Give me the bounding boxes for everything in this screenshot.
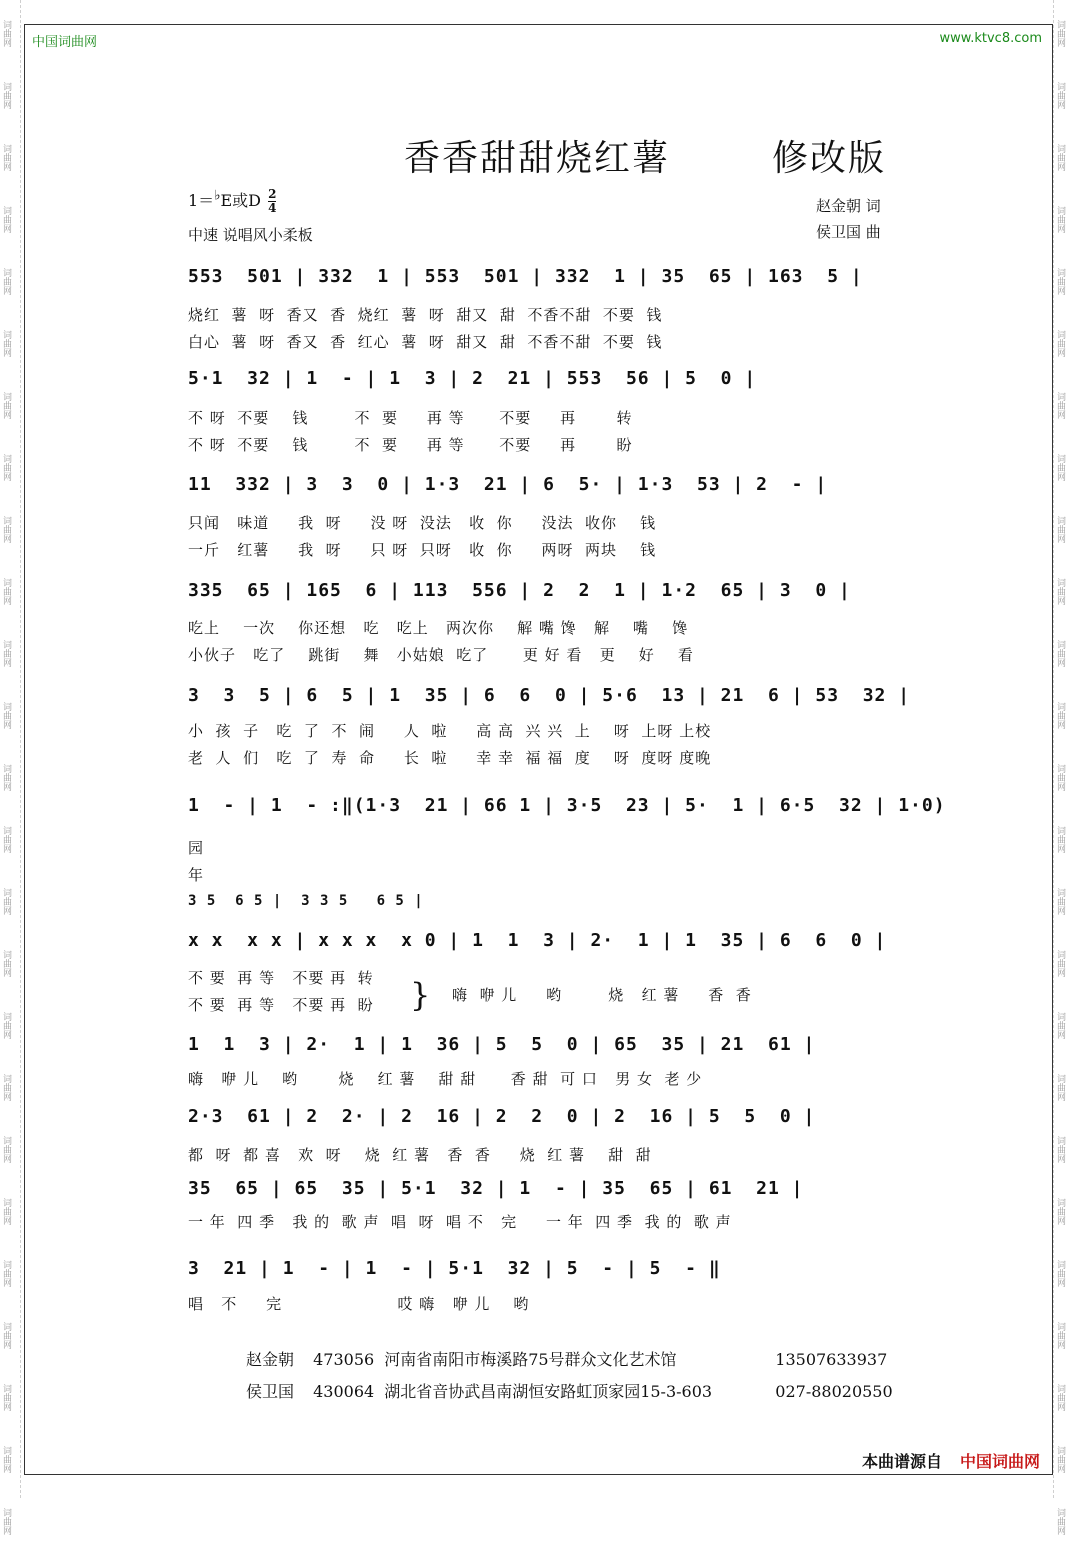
contact-composer [246,1379,893,1402]
lyric-row-4-verse-2: 小伙子 吃了 跳街 舞 小姑娘 吃了 更 好 看 更 好 看 [188,646,694,664]
watermark-text: 词曲网 [1,1073,11,1101]
score-row-9: 2·3 61 | 2 2· | 2 16 | 2 2 0 | 2 16 | 5 5 0 | [188,1106,816,1127]
lyric-row-2-verse-2: 不 呀 不要 钱 不 要 再 等 不要 再 盼 [188,436,633,454]
contact-lyricist [246,1347,887,1370]
song-subtitle: 修改版 [772,138,887,179]
watermark-text: 词曲网 [1055,577,1065,605]
tempo-marking: 中速 说唱风小柔板 [188,226,313,244]
song-title: 香香甜甜烧红薯 [404,138,671,179]
contact-address: 河南省南阳市梅溪路75号群众文化艺术馆 [384,1350,677,1369]
watermark-text: 词曲网 [1055,143,1065,171]
watermark-text: 词曲网 [1,949,11,977]
key-signature [188,188,276,215]
score-row-6: 1 - | 1 - :‖(1·3 21 | 66 1 | 3·5 23 | 5· 1 | 6·5 32 | 1·0) [188,795,946,816]
composer-credit: 侯卫国 曲 [816,223,881,241]
key-text: E或D [220,191,261,210]
watermark-text: 词曲网 [1,639,11,667]
score-row-8: 1 1 3 | 2· 1 | 1 36 | 5 5 0 | 65 35 | 21 61 | [188,1034,816,1055]
watermark-text: 词曲网 [1,763,11,791]
watermark-text: 词曲网 [1055,515,1065,543]
watermark-text: 词曲网 [1055,1197,1065,1225]
lyric-row-1-verse-2: 白心 薯 呀 香又 香 红心 薯 呀 甜又 甜 不香不甜 不要 钱 [188,333,663,351]
contact-name: 赵金朝 [246,1350,295,1369]
site-name-link[interactable]: 中国词曲网 [32,35,98,50]
lyric-row-3-verse-1: 只闻 味道 我 呀 没 呀 没法 收 你 没法 收你 钱 [188,514,657,532]
contact-name: 侯卫国 [246,1382,295,1401]
watermark-text: 词曲网 [1,1507,11,1535]
lyric-row-5-verse-2: 老 人 们 吃 了 寿 命 长 啦 幸 幸 福 福 度 呀 度呀 度晚 [188,749,712,767]
lyric-row-1-verse-1: 烧红 薯 呀 香又 香 烧红 薯 呀 甜又 甜 不香不甜 不要 钱 [188,306,663,324]
lyric-row-11: 唱 不 完 哎 嗨 咿 儿 哟 [188,1295,530,1313]
watermark-text: 词曲网 [1,205,11,233]
key-prefix: 1＝ [188,191,215,210]
score-row-5: 3 3 5 | 6 5 | 1 35 | 6 6 0 | 5·6 13 | 21 6 | 53 32 | [188,685,911,706]
score-row-7: x x x x | x x x x 0 | 1 1 3 | 2· 1 | 1 35 | 6 6 0 | [188,930,887,951]
lyric-row-5-verse-1: 小 孩 子 吃 了 不 闹 人 啦 高 高 兴 兴 上 呀 上呀 上校 [188,722,712,740]
site-url-link[interactable]: www.ktvc8.com [939,31,1042,46]
watermark-text: 词曲网 [1055,701,1065,729]
watermark-text: 词曲网 [1,81,11,109]
watermark-text: 词曲网 [1,1259,11,1287]
watermark-text: 词曲网 [1055,1135,1065,1163]
watermark-text: 词曲网 [1,267,11,295]
watermark-text: 词曲网 [1055,1011,1065,1039]
score-row-1: 553 501 | 332 1 | 553 501 | 332 1 | 35 65 | 163 5 | [188,266,863,287]
watermark-text: 词曲网 [1055,887,1065,915]
score-row-10: 35 65 | 65 35 | 5·1 32 | 1 - | 35 65 | 61 21 | [188,1178,804,1199]
contact-phone: 13507633937 [775,1350,888,1369]
watermark-text: 词曲网 [1,825,11,853]
watermark-text: 词曲网 [1,1135,11,1163]
watermark-text: 词曲网 [1055,1321,1065,1349]
watermark-text: 词曲网 [1,1321,11,1349]
watermark-text: 词曲网 [1055,639,1065,667]
lyric-row-7-verse-1: 不 要 再 等 不要 再 转 [188,969,374,987]
watermark-text: 词曲网 [1055,205,1065,233]
watermark-strip-left [0,0,21,1535]
watermark-text: 词曲网 [1055,1507,1065,1535]
lyricist-credit: 赵金朝 词 [816,197,881,215]
score-row-3: 11 332 | 3 3 0 | 1·3 21 | 6 5· | 1·3 53 | 2 - | [188,474,828,495]
watermark-text: 词曲网 [1055,1383,1065,1411]
watermark-text: 词曲网 [1055,1445,1065,1473]
time-signature [268,188,276,215]
score-row-2: 5·1 32 | 1 - | 1 3 | 2 21 | 553 56 | 5 0 | [188,368,757,389]
watermark-text: 词曲网 [1055,763,1065,791]
score-row-11: 3 21 | 1 - | 1 - | 5·1 32 | 5 - | 5 - ‖ [188,1258,721,1279]
watermark-text: 词曲网 [1,701,11,729]
watermark-text: 词曲网 [1,887,11,915]
watermark-text: 词曲网 [1,143,11,171]
time-top: 2 [268,187,277,201]
lyric-row-8: 嗨 咿 儿 哟 烧 红 薯 甜 甜 香 甜 可 口 男 女 老 少 [188,1070,703,1088]
watermark-text: 词曲网 [1,515,11,543]
score-row-7-melody: 3 5 6 5 | 3 3 5 6 5 | [188,893,424,909]
watermark-text: 词曲网 [1,577,11,605]
watermark-text: 词曲网 [1055,1259,1065,1287]
watermark-text: 词曲网 [1,19,11,47]
watermark-text: 词曲网 [1,1011,11,1039]
watermark-text: 词曲网 [1055,391,1065,419]
contact-address: 湖北省音协武昌南湖恒安路虹顶家园15-3-603 [384,1382,713,1401]
lyric-brace: } [410,976,431,1014]
watermark-text: 词曲网 [1,1383,11,1411]
watermark-text: 词曲网 [1055,949,1065,977]
contact-zip: 473056 [313,1350,375,1369]
watermark-text: 词曲网 [1,329,11,357]
lyric-row-7-refrain: 嗨 咿 儿 哟 烧 红 薯 香 香 [452,986,752,1004]
watermark-text: 词曲网 [1055,329,1065,357]
watermark-text: 词曲网 [1055,453,1065,481]
watermark-text: 词曲网 [1055,19,1065,47]
lyric-row-7-verse-2: 不 要 再 等 不要 再 盼 [188,996,374,1014]
watermark-text: 词曲网 [1,391,11,419]
watermark-strip-right [1053,0,1074,1535]
watermark-text: 词曲网 [1,1197,11,1225]
watermark-text: 词曲网 [1055,1073,1065,1101]
lyric-row-9: 都 呀 都 喜 欢 呀 烧 红 薯 香 香 烧 红 薯 甜 甜 [188,1146,652,1164]
contact-phone: 027-88020550 [775,1382,893,1401]
watermark-text: 词曲网 [1,1445,11,1473]
footer-brand-link[interactable]: 中国词曲网 [959,1452,1040,1471]
lyric-row-10: 一 年 四 季 我 的 歌 声 唱 呀 唱 不 完 一 年 四 季 我 的 歌 声 [188,1213,732,1231]
lyric-row-3-verse-2: 一斤 红薯 我 呀 只 呀 只呀 收 你 两呀 两块 钱 [188,541,657,559]
footer-source [862,1449,1040,1472]
contact-zip: 430064 [313,1382,375,1401]
flat-sign: ♭ [214,188,221,204]
watermark-text: 词曲网 [1,453,11,481]
score-row-4: 335 65 | 165 6 | 113 556 | 2 2 1 | 1·2 65 | 3 0 | [188,580,851,601]
lyric-row-6-verse-2: 年 [188,866,205,884]
lyric-row-2-verse-1: 不 呀 不要 钱 不 要 再 等 不要 再 转 [188,409,633,427]
lyric-row-4-verse-1: 吃上 一次 你还想 吃 吃上 两次你 解 嘴 馋 解 嘴 馋 [188,619,689,637]
watermark-text: 词曲网 [1055,267,1065,295]
watermark-text: 词曲网 [1055,81,1065,109]
watermark-text: 词曲网 [1055,825,1065,853]
lyric-row-6-verse-1: 园 [188,839,205,857]
time-bottom: 4 [268,201,277,215]
footer-source-text: 本曲谱源自 [861,1452,942,1471]
